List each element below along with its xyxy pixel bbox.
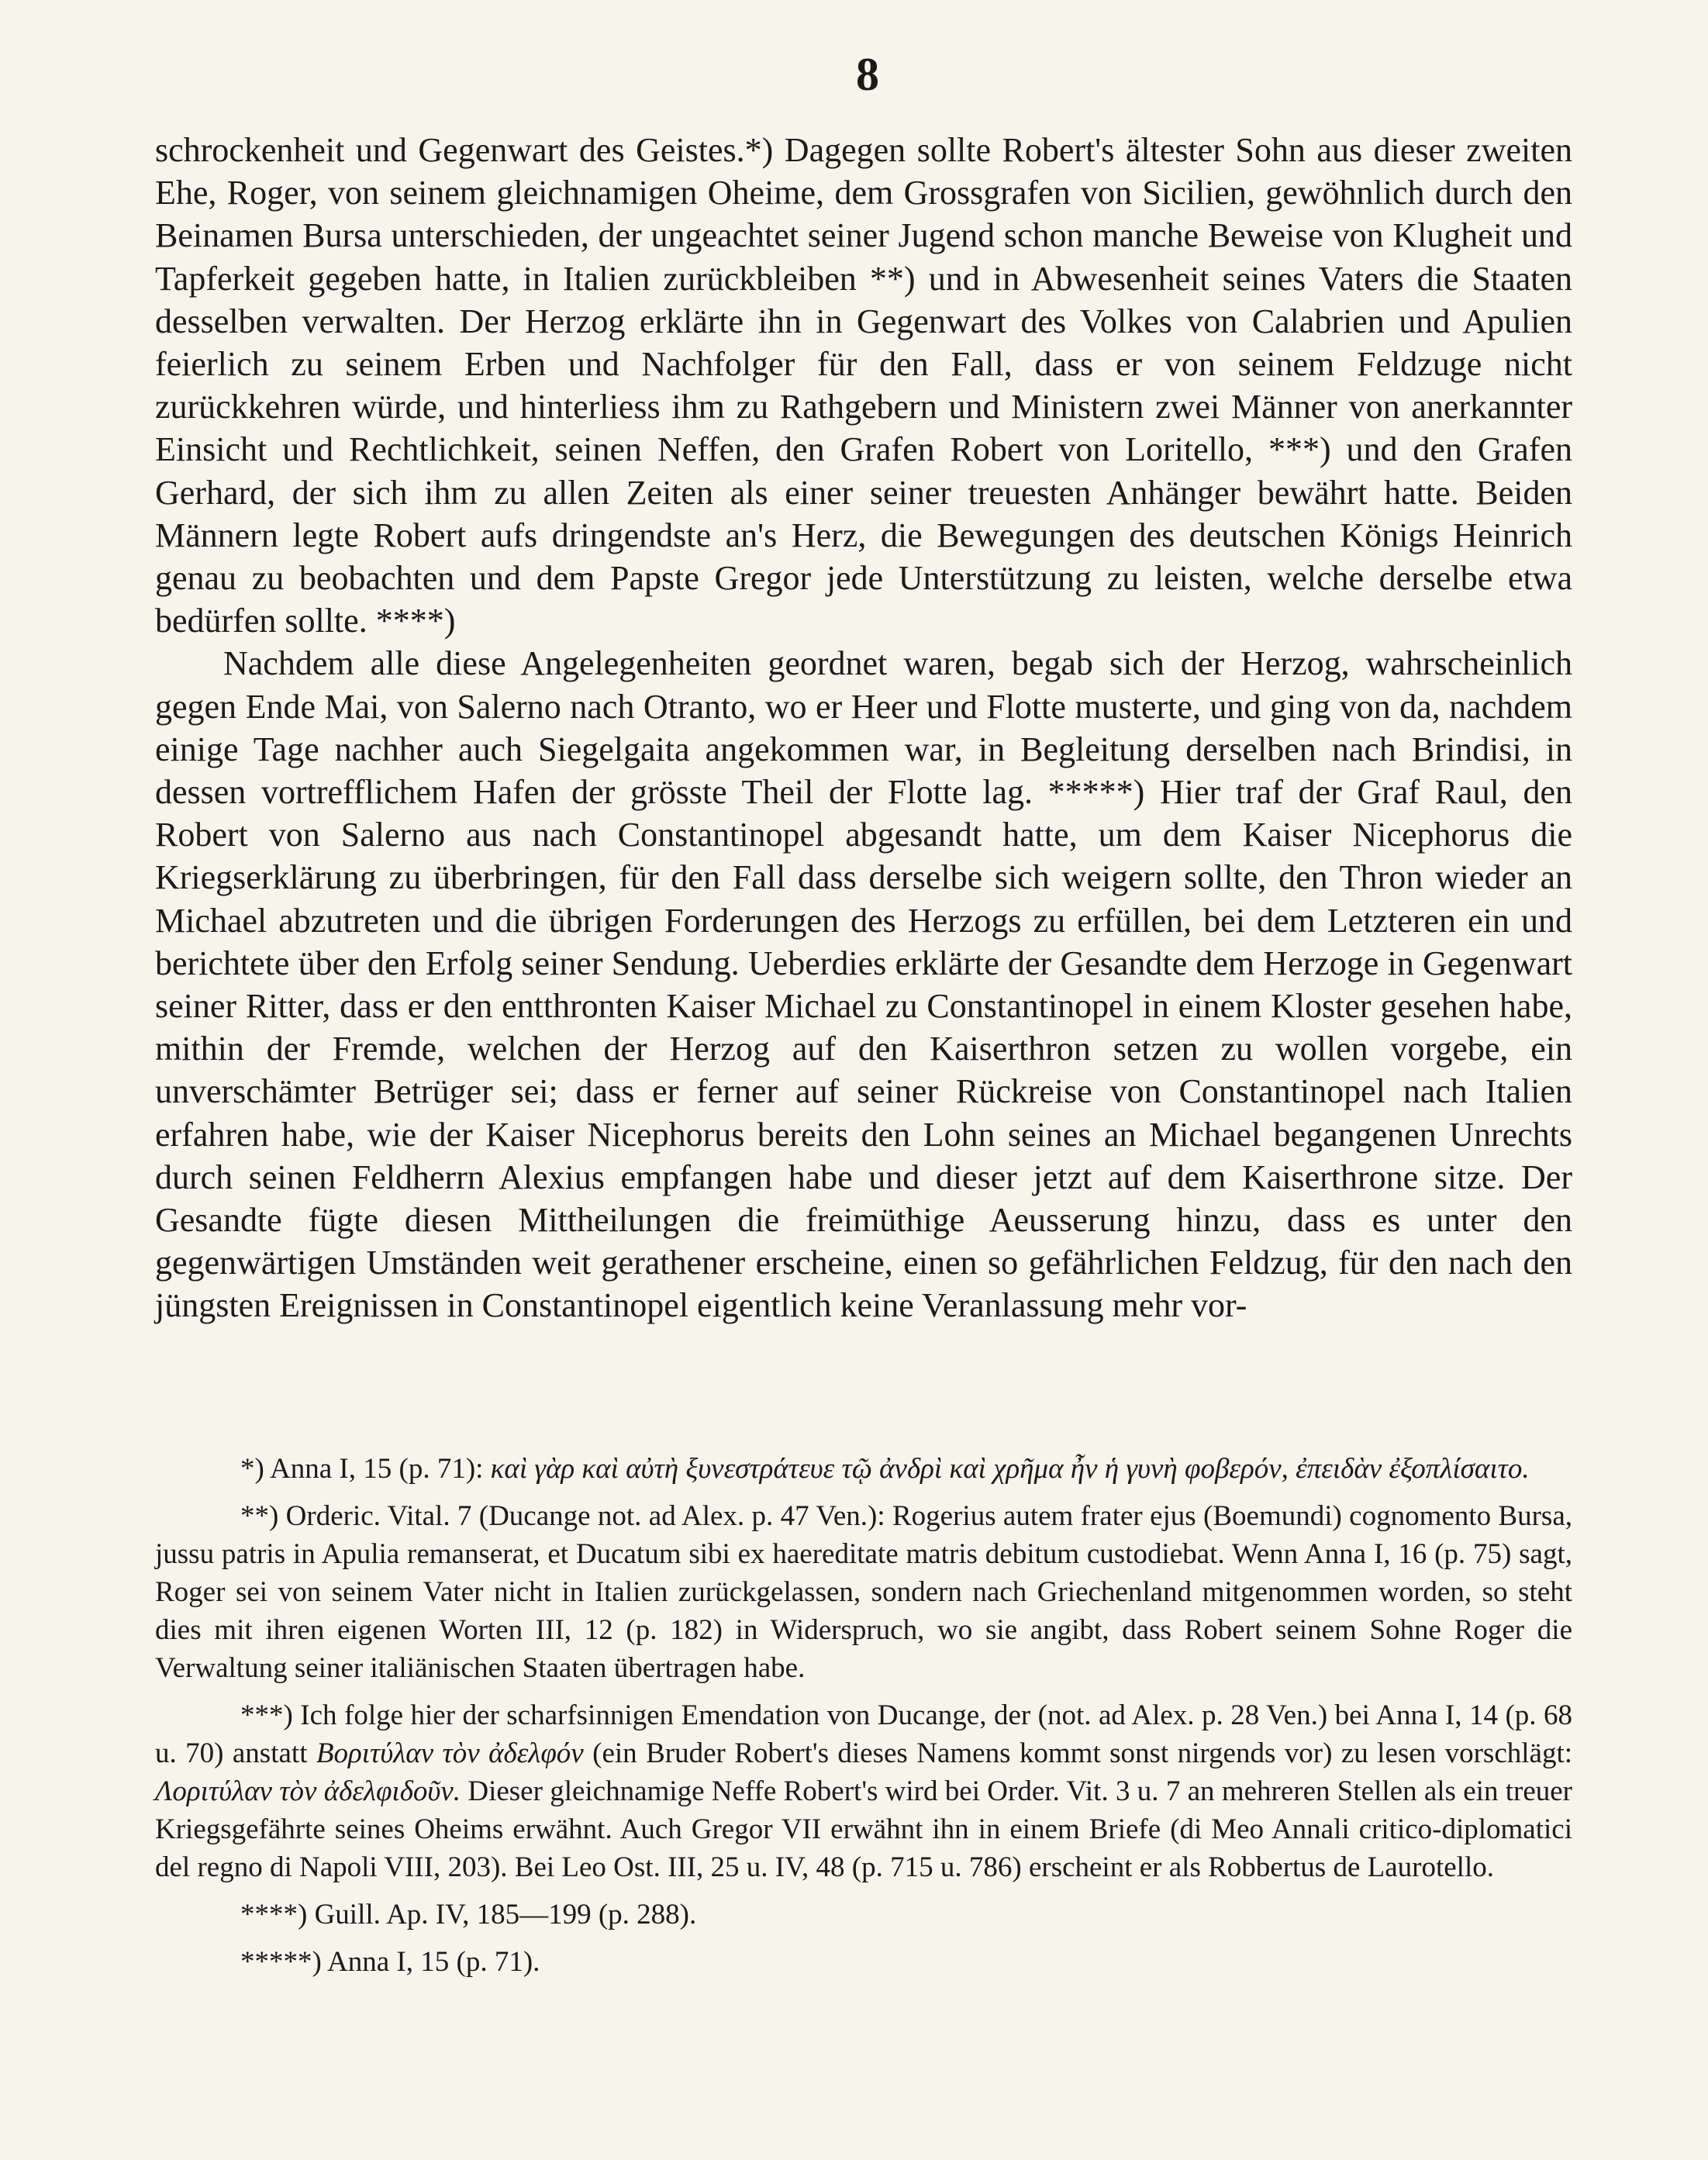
footnote-5: *****) Anna I, 15 (p. 71). xyxy=(240,1945,540,1978)
footnote-1 xyxy=(155,1450,1572,1488)
main-text xyxy=(155,129,1572,1327)
body-paragraph-2: Nachdem alle diese Angelegenheiten geordnet waren, begab sich der Herzog, wahrscheinlich gegen Ende Mai, von Salerno nach Otranto, wo er Heer und Flotte musterte, und ging von da, nachdem einige Tage nachher auch Siegelgaita angekommen war, in Begleitung derselben nach Brindisi, in dessen vortrefflichem Hafen der grösste Theil der Flotte lag. *****) Hier traf der Graf Raul, den Robert von Salerno aus nach Constantinopel abgesandt hatte, um dem Kaiser Nicephorus die Kriegserklärung zu überbringen, für den Fall dass derselbe sich weigern sollte, den Thron wieder an Michael abzutreten und die übrigen Forderungen des Herzogs zu erfüllen, bei dem Letzteren ein und berichtete über den Erfolg seiner Sendung. Ueberdies erklärte der Gesandte dem Herzoge in Gegenwart seiner Ritter, dass er den entthronten Kaiser Michael zu Constantinopel in einem Kloster gesehen habe, mithin der Fremde, welchen der Herzog auf den Kaiserthron setzen zu wollen vorgebe, ein unverschämter Betrüger sei; dass er ferner auf seiner Rückreise von Constantinopel nach Italien erfahren habe, wie der Kaiser Nicephorus bereits den Lohn seines an Michael begangenen Unrechts durch seinen Feldherrn Alexius empfangen habe und dieser jetzt auf dem Kaiserthrone sitze. Der Gesandte fügte diesen Mittheilungen die freimüthige Aeusserung hinzu, dass es unter den gegenwärtigen Umständen weit gerathener erscheine, einen so gefährlichen Feldzug, für den nach den jüngsten Ereignissen in Constantinopel eigentlich keine Veranlassung mehr vor- xyxy=(155,644,1572,1325)
footnote-3-tail: Dieser gleichnamige Neffe Robert's wird bei Order. Vit. 3 u. 7 an mehreren Stellen als ein treuer Kriegsgefährte seines Oheims erwähnt. Auch Gregor VII erwähnt ihn in einem Briefe (di Meo Annali critico-diplomatici del regno di Napoli VIII, 203). Bei Leo Ost. III, 25 u. IV, 48 (p. 715 u. 786) erscheint er als Robbertus de Laurotello. xyxy=(155,1775,1572,1883)
footnote-3-greek-emendation: Λοριτύλαν τὸν ἀδελφιδοῦν. xyxy=(155,1775,461,1807)
body-paragraph-1: schrockenheit und Gegenwart des Geistes.*) Dagegen sollte Robert's ältester Sohn aus dieser zweiten Ehe, Roger, von seinem gleichnamigen Oheime, dem Grossgrafen von Sicilien, gewöhnlich durch den Beinamen Bursa unterschieden, der ungeachtet seiner Jugend schon manche Beweise von Klugheit und Tapferkeit gegeben hatte, in Italien zurückbleiben **) und in Abwesenheit seines Vaters die Staaten desselben verwalten. Der Herzog erklärte ihn in Gegenwart des Volkes von Calabrien und Apulien feierlich zu seinem Erben und Nachfolger für den Fall, dass er von seinem Feldzuge nicht zurückkehren würde, und hinterliess ihm zu Rathgebern und Ministern zwei Männer von anerkannter Einsicht und Rechtlichkeit, seinen Neffen, den Grafen Robert von Loritello, ***) und den Grafen Gerhard, der sich ihm zu allen Zeiten als einer seiner treuesten Anhänger bewährt hatte. Beiden Männern legte Robert aufs dringendste an's Herz, die Bewegungen des deutschen Königs Heinrich genau zu beobachten und dem Papste Gregor jede Unterstützung zu leisten, welche derselbe etwa bedürfen sollte. ****) xyxy=(155,131,1572,640)
footnote-3-greek-original: Βοριτύλαν τὸν ἀδελφόν xyxy=(316,1737,584,1769)
page-number: 8 xyxy=(856,49,879,100)
footnote-3-lead: ***) Ich folge hier der scharfsinnigen Emendation von Ducange, der (not. ad Alex. p. 28 Ven.) bei Anna I, 14 (p. 68 u. 70) anstatt xyxy=(155,1699,1572,1769)
footnote-3 xyxy=(155,1696,1572,1886)
footnote-4: ****) Guill. Ap. IV, 185—199 (p. 288). xyxy=(240,1898,697,1931)
footnote-1-greek-quote: καὶ γὰρ καὶ αὐτὴ ξυνεστράτευε τῷ ἀνδρὶ καὶ χρῆμα ἦν ἡ γυνὴ φοβερόν, ἐπειδὰν ἐξοπλίσαιτο. xyxy=(490,1452,1530,1485)
footnotes xyxy=(155,1450,1572,1981)
footnote-2: **) Orderic. Vital. 7 (Ducange not. ad Alex. p. 47 Ven.): Rogerius autem frater ejus (Boemundi) cognomento Bursa, jussu patris in Apulia remanserat, et Ducatum sibi ex haereditate matris debitum custodiebat. Wenn Anna I, 16 (p. 75) sagt, Roger sei von seinem Vater nicht in Italien zurückgelassen, sondern nach Griechenland mitgenommen worden, so steht dies mit ihren eigenen Worten III, 12 (p. 182) in Widerspruch, wo sie angibt, dass Robert seinem Sohne Roger die Verwaltung seiner italiänischen Staaten übertragen habe. xyxy=(155,1499,1572,1684)
footnote-1-reference: *) Anna I, 15 (p. 71): xyxy=(240,1452,491,1485)
footnote-3-middle: (ein Bruder Robert's dieses Namens kommt sonst nirgends vor) zu lesen vorschlägt: xyxy=(583,1737,1573,1769)
